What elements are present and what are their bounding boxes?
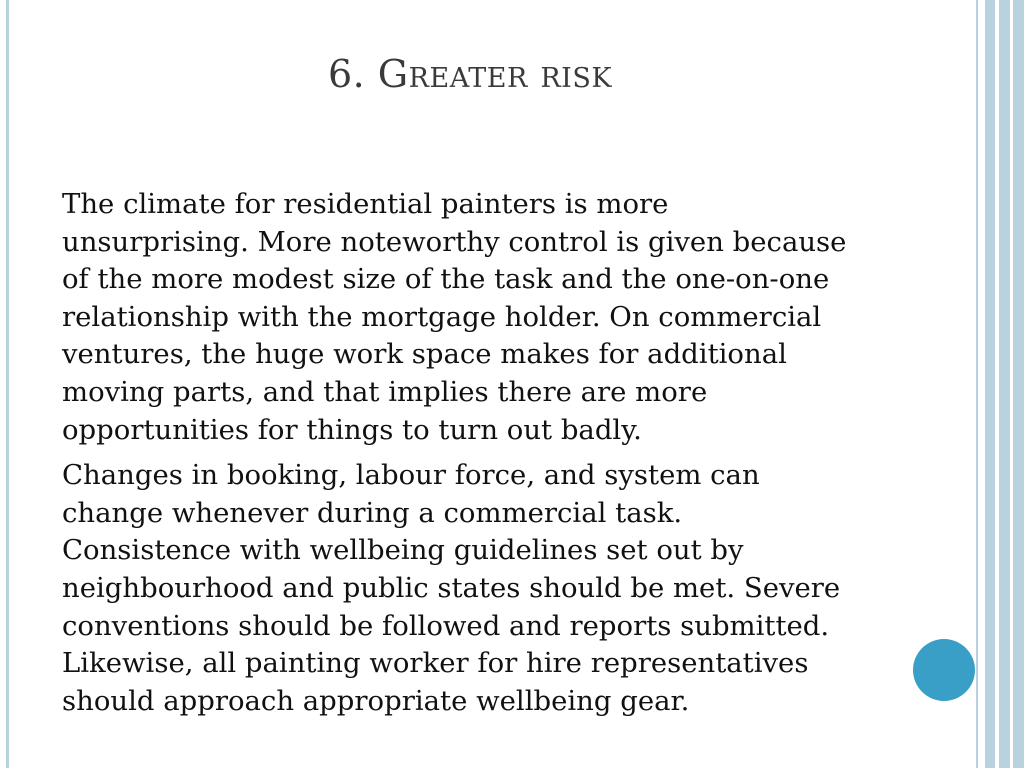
slide-title: 6. Greater risk [327,52,613,96]
right-band-stripe-2 [1010,0,1013,768]
right-border-band [985,0,1024,768]
right-border-line [976,0,978,768]
right-band-stripe [995,0,999,768]
body-paragraph-1: The climate for residential painters is more unsurprising. More noteworthy control is given because of the more modest size of the task and the one-on-one relationship with the mortgage holder. On commercial ventures, the huge work space makes for additional moving parts, and that implies there are more opportunities for things to turn out badly. [62,188,847,446]
accent-circle-decoration [913,639,975,701]
left-border-decoration [6,0,9,768]
slide-body [62,186,892,728]
body-paragraph-2: Changes in booking, labour force, and system can change whenever during a commercial task. Consistence with wellbeing guidelines set out by neighbourhood and public states should be met. Severe conventions should be followed and reports submitted. Likewise, all painting worker for hire representatives should approach appropriate wellbeing gear. [62,459,841,717]
